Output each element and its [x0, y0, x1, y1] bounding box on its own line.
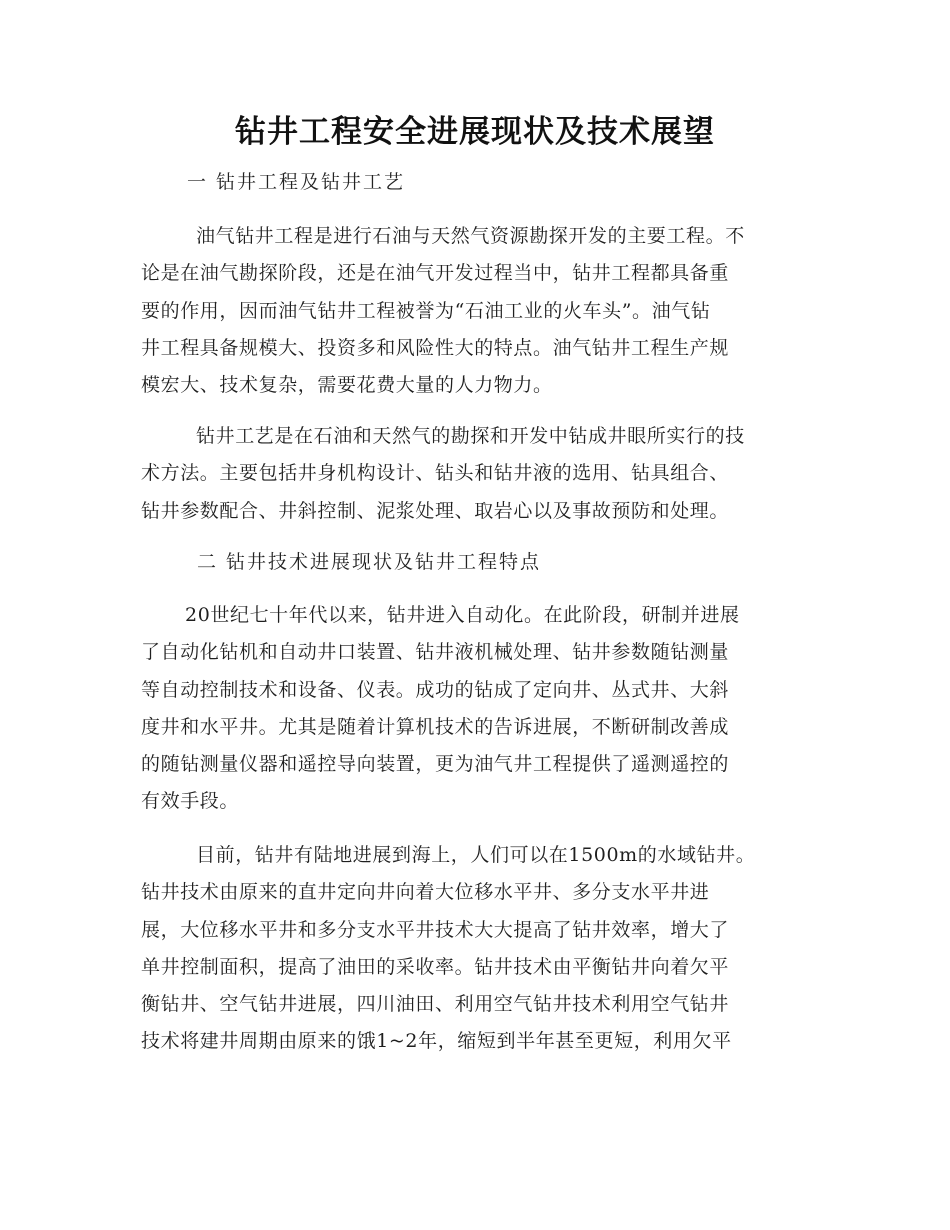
paragraph-line: 单井控制面积，提高了油田的采收率。钻井技术由平衡钻井向着欠平	[141, 955, 730, 978]
paragraph-line: 有效手段。	[141, 790, 240, 813]
paragraph-line: 钻井工艺是在石油和天然气的勘探和开发中钻成井眼所实行的技	[196, 425, 745, 447]
paragraph-line: 钻井参数配合、井斜控制、泥浆处理、取岩心以及事故预防和处理。	[141, 499, 730, 522]
paragraph-line: 了自动化钻机和自动井口装置、钻井液机械处理、钻井参数随钻测量	[141, 641, 730, 664]
paragraph-line: 的随钻测量仪器和遥控导向装置，更为油气井工程提供了遥测遥控的	[141, 753, 730, 776]
paragraph-line: 论是在油气勘探阶段，还是在油气开发过程当中，钻井工程都具备重	[141, 262, 730, 285]
paragraph	[141, 597, 813, 821]
section-heading-2: 二 钻井技术进展现状及钻井工程特点	[197, 551, 542, 573]
paragraph	[141, 418, 813, 530]
document-title: 钻井工程安全进展现状及技术展望	[235, 114, 715, 150]
section-heading-1: 一 钻井工程及钻井工艺	[187, 171, 406, 193]
paragraph-line: 钻井技术由原来的直井定向井向着大位移水平井、多分支水平井进	[141, 881, 710, 904]
paragraph-line: 等自动控制技术和设备、仪表。成功的钻成了定向井、丛式井、大斜	[141, 678, 730, 701]
paragraph-line: 衡钻井、空气钻井进展，四川油田、利用空气钻井技术利用空气钻井	[141, 993, 730, 1016]
paragraph-line: 术方法。主要包括井身机构设计、钻头和钻井液的选用、钻具组合、	[141, 462, 730, 485]
paragraph-line: 井工程具备规模大、投资多和风险性大的特点。油气钻井工程生产规	[141, 336, 730, 359]
paragraph-line: 要的作用，因而油气钻井工程被誉为“石油工业的火车头”。油气钻	[141, 299, 711, 322]
paragraph-line: 技术将建井周期由原来的饿1~2年，缩短到半年甚至更短，利用欠平	[141, 1030, 732, 1053]
paragraph-line: 目前，钻井有陆地进展到海上，人们可以在1500m的水域钻井。	[196, 844, 756, 866]
paragraph	[141, 837, 813, 1061]
paragraph-line: 度井和水平井。尤其是随着计算机技术的告诉进展，不断研制改善成	[141, 715, 730, 738]
paragraph-line: 20世纪七十年代以来，钻井进入自动化。在此阶段，研制并进展	[185, 604, 740, 626]
paragraph-line: 模宏大、技术复杂，需要花费大量的人力物力。	[141, 374, 553, 397]
paragraph-line: 油气钻井工程是进行石油与天然气资源勘探开发的主要工程。不	[196, 225, 745, 247]
paragraph-line: 展，大位移水平井和多分支水平井技术大大提高了钻井效率，增大了	[141, 918, 730, 941]
paragraph	[141, 218, 813, 404]
